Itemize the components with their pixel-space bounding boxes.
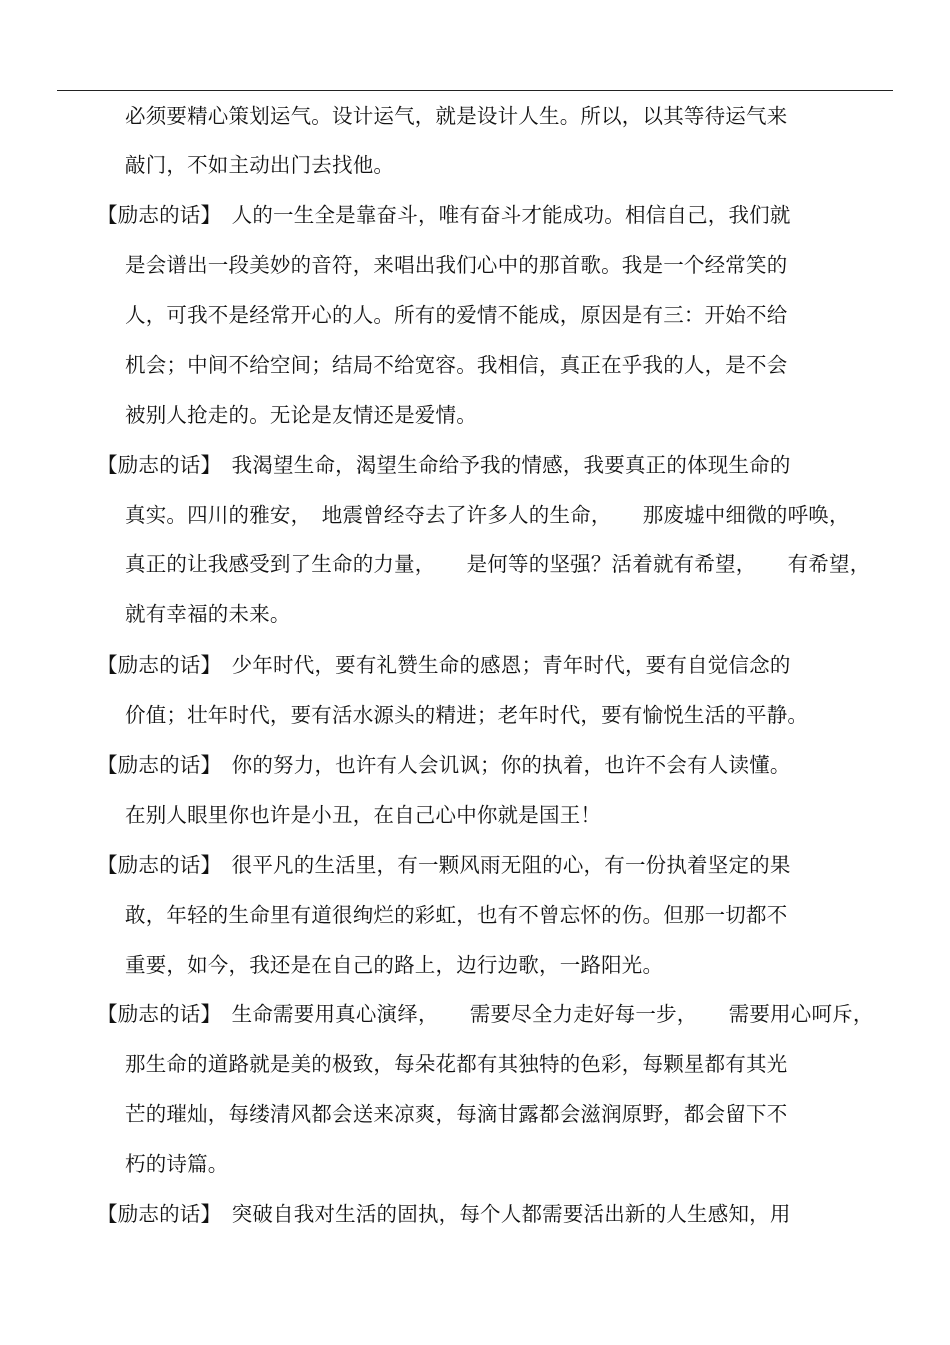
text-line: 【励志的话】 你的努力，也许有人会讥讽；你的执着，也许不会有人读懂。: [97, 753, 791, 777]
text-line: 敢，年轻的生命里有道很绚烂的彩虹，也有不曾忘怀的伤。但那一切都不: [125, 903, 788, 927]
text-line: 重要，如今，我还是在自己的路上，边行边歌，一路阳光。: [125, 953, 664, 977]
text-line: 【励志的话】 突破自我对生活的固执，每个人都需要活出新的人生感知，用: [97, 1202, 791, 1226]
text-line: 【励志的话】 少年时代，要有礼赞生命的感恩；青年时代，要有自觉信念的: [97, 653, 791, 677]
text-line: 【励志的话】 很平凡的生活里，有一颗风雨无阻的心，有一份执着坚定的果: [97, 853, 791, 877]
text-line: 就有幸福的未来。: [125, 602, 291, 626]
text-line: 真正的让我感受到了生命的力量， 是何等的坚强？活着就有希望， 有希望，: [125, 552, 871, 576]
text-line: 朽的诗篇。: [125, 1152, 229, 1176]
text-line: 必须要精心策划运气。设计运气，就是设计人生。所以，以其等待运气来: [125, 104, 788, 128]
text-line: 【励志的话】 人的一生全是靠奋斗，唯有奋斗才能成功。相信自己，我们就: [97, 203, 791, 227]
text-line: 芒的璀灿，每缕清风都会送来凉爽，每滴甘露都会滋润原野，都会留下不: [125, 1102, 788, 1126]
text-line: 人，可我不是经常开心的人。所有的爱情不能成，原因是有三：开始不给: [125, 303, 788, 327]
text-line: 【励志的话】 我渴望生命，渴望生命给予我的情感，我要真正的体现生命的: [97, 453, 791, 477]
text-line: 那生命的道路就是美的极致，每朵花都有其独特的色彩，每颗星都有其光: [125, 1052, 788, 1076]
text-line: 机会；中间不给空间；结局不给宽容。我相信，真正在乎我的人，是不会: [125, 353, 788, 377]
text-line: 价值；壮年时代，要有活水源头的精进；老年时代，要有愉悦生活的平静。: [125, 703, 809, 727]
text-line: 敲门，不如主动出门去找他。: [125, 153, 395, 177]
text-line: 真实。四川的雅安， 地震曾经夺去了许多人的生命， 那废墟中细微的呼唤，: [125, 503, 850, 527]
text-line: 被别人抢走的。无论是友情还是爱情。: [125, 403, 477, 427]
header-rule: [57, 90, 893, 91]
text-line: 【励志的话】 生命需要用真心演绎， 需要尽全力走好每一步， 需要用心呵斥，: [97, 1002, 874, 1026]
text-line: 是会谱出一段美妙的音符，来唱出我们心中的那首歌。我是一个经常笑的: [125, 253, 788, 277]
text-line: 在别人眼里你也许是小丑，在自己心中你就是国王！: [125, 803, 602, 827]
